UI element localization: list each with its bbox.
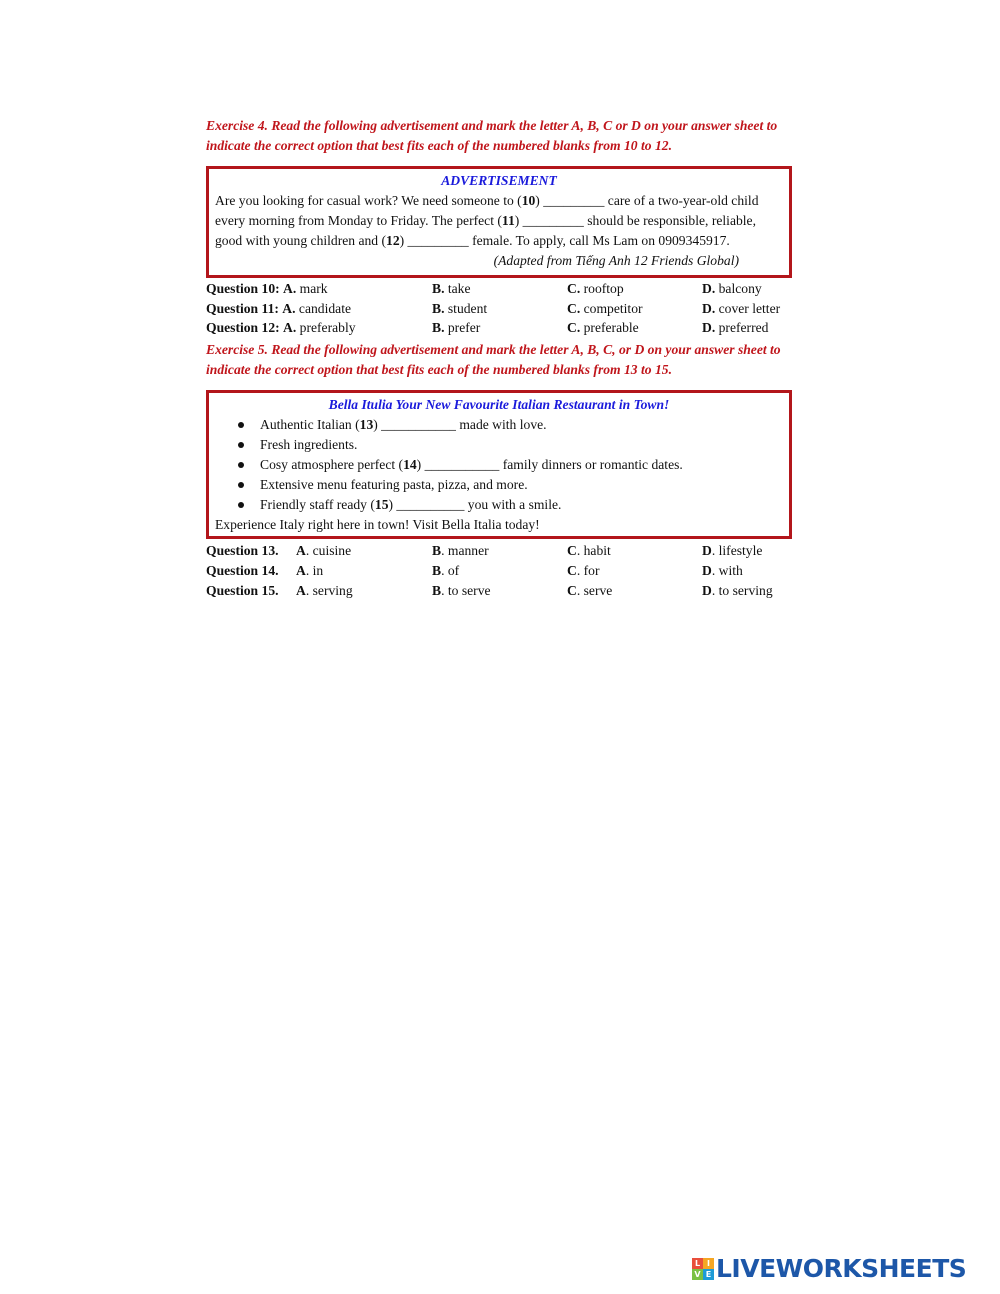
option-d[interactable]: . with [711, 562, 743, 578]
question-label: Question 13. [206, 543, 279, 559]
question-row: Question 13. A. cuisine B. manner C. habit D. lifestyle [206, 541, 796, 561]
option-c[interactable]: competitor [583, 300, 643, 316]
blank-number-12: 12 [386, 233, 400, 248]
logo-mark-tile: V [692, 1269, 703, 1280]
logo-mark-tile: E [703, 1269, 714, 1280]
list-item: Friendly staff ready (15) __________ you with a smile. [215, 495, 783, 515]
list-item: Extensive menu featuring pasta, pizza, and more. [215, 475, 783, 495]
blank-number-11: 11 [501, 213, 515, 228]
option-c[interactable]: . for [576, 562, 600, 578]
option-d[interactable]: balcony [718, 281, 762, 296]
exercise-4-instruction: Exercise 4. Read the following advertisement and mark the letter A, B, C or D on your answer sheet to indicate the correct option that best fits each of the numbered blanks from 10 to 12. [206, 118, 778, 153]
option-a[interactable]: mark [299, 281, 328, 296]
blank-number-13: 13 [359, 417, 374, 433]
question-label: Question 12: [206, 320, 280, 336]
list-item: Authentic Italian (13) ___________ made with love. [215, 415, 783, 435]
question-list-ex4 [206, 279, 796, 338]
option-a[interactable]: . cuisine [305, 543, 352, 559]
option-c[interactable]: . serve [576, 582, 613, 598]
option-c[interactable]: . habit [576, 543, 611, 559]
question-label: Question 14. [206, 562, 279, 578]
option-a[interactable]: preferably [299, 320, 356, 336]
option-d[interactable]: preferred [718, 320, 769, 336]
option-d[interactable]: . to serving [711, 582, 773, 598]
list-item: Fresh ingredients. [215, 435, 783, 455]
option-b[interactable]: student [447, 300, 488, 316]
feature-list [215, 415, 783, 515]
logo-mark-tile: I [703, 1258, 714, 1269]
list-item: Cosy atmosphere perfect (14) ___________ family dinners or romantic dates. [215, 455, 783, 475]
closing-text: Experience Italy right here in town! Visit Bella Italia today! [215, 517, 540, 533]
source-citation: (Adapted from Tiếng Anh 12 Friends Global) [493, 253, 739, 268]
liveworksheets-logo[interactable] [692, 1254, 966, 1283]
option-d[interactable]: cover letter [718, 300, 781, 316]
question-row: Question 11: A. candidate B. student C. competitor D. cover letter [206, 300, 781, 316]
blank-number-15: 15 [374, 497, 389, 513]
blank-number-14: 14 [403, 457, 417, 473]
logo-mark-tile: L [692, 1258, 703, 1269]
option-b[interactable]: . to serve [441, 582, 491, 598]
option-c[interactable]: rooftop [583, 281, 624, 296]
question-row: Question 10: A. mark B. take C. rooftop D. balcony [206, 281, 762, 296]
advertisement-box [206, 166, 792, 278]
question-label: Question 15. [206, 582, 279, 598]
bullet-icon [238, 462, 244, 468]
bullet-icon [238, 502, 244, 508]
option-c[interactable]: preferable [583, 320, 639, 336]
question-list-ex5 [206, 541, 796, 600]
question-label: Question 11: [206, 300, 279, 316]
logo-mark-icon [692, 1258, 714, 1280]
blank-number-10: 10 [521, 193, 536, 208]
bullet-icon [238, 422, 244, 428]
option-b[interactable]: . manner [441, 543, 489, 559]
option-b[interactable]: . of [441, 562, 460, 578]
bullet-icon [238, 442, 244, 448]
option-a[interactable]: candidate [298, 300, 352, 316]
option-b[interactable]: take [447, 281, 471, 296]
bullet-icon [238, 482, 244, 488]
option-a[interactable]: . in [305, 562, 324, 578]
restaurant-ad-box [206, 390, 792, 539]
question-row: Question 14. A. in B. of C. for D. with [206, 561, 796, 581]
question-label: Question 10: [206, 281, 280, 296]
restaurant-ad-title: Bella Itulia Your New Favourite Italian Restaurant in Town! [328, 397, 670, 413]
option-b[interactable]: prefer [447, 320, 481, 336]
advertisement-text: Are you looking for casual work? We need someone to (10) _________ care of a two-year-old child every morning from Monday to Friday. The perfect (11) _________ should be responsible, reliable, good with young children and (12) _________ female. To apply, call Ms Lam on 0909345917. [215, 193, 759, 248]
worksheet [206, 116, 796, 600]
option-d[interactable]: . lifestyle [711, 543, 763, 559]
question-row: Question 12: A. preferably B. prefer C. preferable D. preferred [206, 320, 769, 336]
exercise-5-instruction: Exercise 5. Read the following advertisement and mark the letter A, B, C, or D on your answer sheet to indicate the correct option that best fits each of the numbered blanks from 13 to 15. [206, 342, 781, 377]
logo-text: LIVEWORKSHEETS [716, 1254, 967, 1283]
option-a[interactable]: . serving [305, 582, 353, 598]
advertisement-title: ADVERTISEMENT [441, 173, 557, 188]
question-row: Question 15. A. serving B. to serve C. serve D. to serving [206, 581, 796, 601]
